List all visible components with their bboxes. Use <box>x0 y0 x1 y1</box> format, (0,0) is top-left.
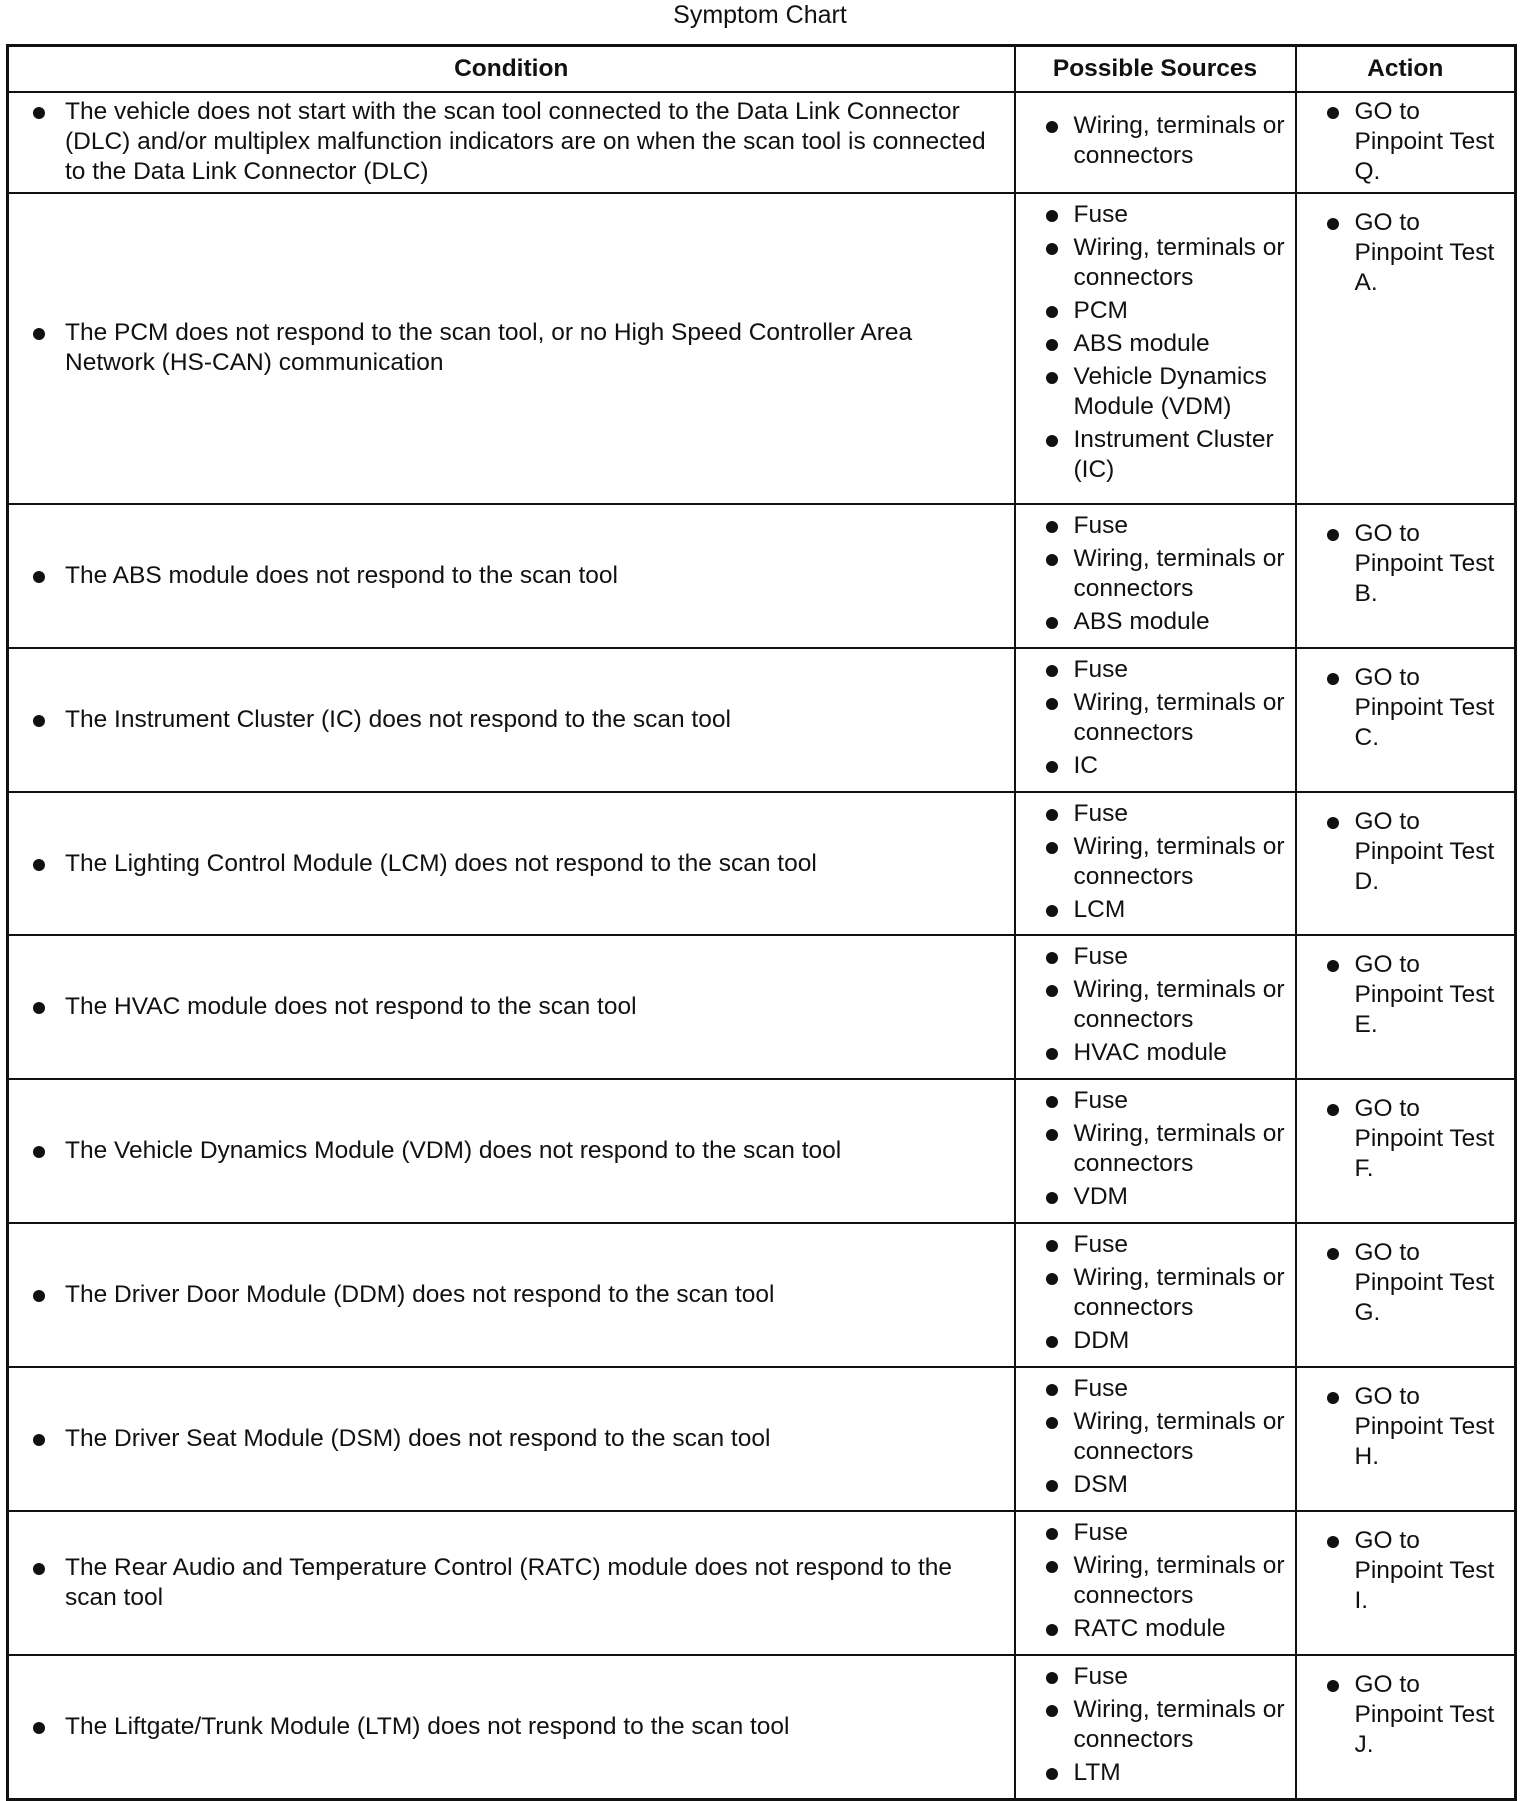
possible-sources-cell <box>1015 1511 1296 1655</box>
condition-list <box>9 318 994 378</box>
condition-cell <box>8 504 1015 648</box>
possible-source-item: Wiring, terminals or connectors <box>1016 1263 1295 1323</box>
possible-sources-list <box>1016 655 1295 781</box>
action-list <box>1297 519 1515 609</box>
possible-source-item: ABS module <box>1016 607 1295 637</box>
possible-source-item: Fuse <box>1016 1230 1295 1260</box>
action-list <box>1297 1238 1515 1328</box>
action-text: GO to Pinpoint Test A. <box>1297 208 1515 298</box>
action-cell <box>1296 193 1516 504</box>
possible-sources-list <box>1016 111 1295 171</box>
possible-source-item: PCM <box>1016 296 1295 326</box>
condition-list <box>9 705 994 735</box>
action-cell <box>1296 935 1516 1079</box>
action-list <box>1297 1526 1515 1616</box>
condition-list <box>9 1712 994 1742</box>
possible-source-item: ABS module <box>1016 329 1295 359</box>
action-text: GO to Pinpoint Test H. <box>1297 1382 1515 1472</box>
condition-list <box>9 1280 994 1310</box>
possible-source-item: Wiring, terminals or connectors <box>1016 1551 1295 1611</box>
action-list <box>1297 807 1515 897</box>
possible-source-item: Wiring, terminals or connectors <box>1016 1119 1295 1179</box>
condition-cell <box>8 1367 1015 1511</box>
table-row <box>8 92 1516 193</box>
condition-cell <box>8 648 1015 792</box>
table-row <box>8 792 1516 936</box>
possible-sources-cell <box>1015 1223 1296 1367</box>
condition-text: The vehicle does not start with the scan tool connected to the Data Link Connector (DLC) and/or multiplex malfunction indicators are on when the scan tool is connected to the Data Link Connector (DLC) <box>9 97 994 187</box>
condition-cell <box>8 1079 1015 1223</box>
action-list <box>1297 1670 1515 1760</box>
possible-source-item: LTM <box>1016 1758 1295 1788</box>
possible-source-item: Fuse <box>1016 200 1295 230</box>
condition-text: The Vehicle Dynamics Module (VDM) does not respond to the scan tool <box>9 1136 994 1166</box>
possible-sources-cell <box>1015 648 1296 792</box>
condition-list <box>9 849 994 879</box>
possible-source-item: Fuse <box>1016 1374 1295 1404</box>
condition-list <box>9 1553 994 1613</box>
condition-cell <box>8 193 1015 504</box>
possible-sources-cell <box>1015 504 1296 648</box>
possible-source-item: Instrument Cluster (IC) <box>1016 425 1295 485</box>
condition-text: The HVAC module does not respond to the scan tool <box>9 992 994 1022</box>
table-row <box>8 1079 1516 1223</box>
action-text: GO to Pinpoint Test C. <box>1297 663 1515 753</box>
possible-source-item: Fuse <box>1016 511 1295 541</box>
possible-sources-list <box>1016 799 1295 925</box>
possible-sources-cell <box>1015 92 1296 193</box>
condition-text: The Driver Seat Module (DSM) does not respond to the scan tool <box>9 1424 994 1454</box>
action-text: GO to Pinpoint Test Q. <box>1297 97 1515 187</box>
condition-text: The Driver Door Module (DDM) does not respond to the scan tool <box>9 1280 994 1310</box>
condition-cell <box>8 1511 1015 1655</box>
possible-source-item: Wiring, terminals or connectors <box>1016 233 1295 293</box>
possible-sources-cell <box>1015 193 1296 504</box>
possible-sources-list <box>1016 200 1295 485</box>
condition-list <box>9 561 994 591</box>
possible-source-item: Fuse <box>1016 655 1295 685</box>
action-cell <box>1296 1655 1516 1800</box>
condition-cell <box>8 92 1015 193</box>
page-title: Symptom Chart <box>673 1 847 29</box>
possible-sources-list <box>1016 511 1295 637</box>
action-list <box>1297 950 1515 1040</box>
condition-text: The ABS module does not respond to the scan tool <box>9 561 994 591</box>
possible-source-item: Fuse <box>1016 1086 1295 1116</box>
action-text: GO to Pinpoint Test G. <box>1297 1238 1515 1328</box>
action-cell <box>1296 92 1516 193</box>
condition-text: The Liftgate/Trunk Module (LTM) does not respond to the scan tool <box>9 1712 994 1742</box>
table-row <box>8 1367 1516 1511</box>
possible-source-item: Fuse <box>1016 1518 1295 1548</box>
action-text: GO to Pinpoint Test B. <box>1297 519 1515 609</box>
action-cell <box>1296 648 1516 792</box>
possible-sources-cell <box>1015 1367 1296 1511</box>
table-row <box>8 193 1516 504</box>
possible-source-item: DDM <box>1016 1326 1295 1356</box>
condition-list <box>9 1424 994 1454</box>
condition-text: The Instrument Cluster (IC) does not respond to the scan tool <box>9 705 994 735</box>
possible-source-item: Wiring, terminals or connectors <box>1016 111 1295 171</box>
action-list <box>1297 1382 1515 1472</box>
possible-sources-list <box>1016 1230 1295 1356</box>
condition-list <box>9 97 994 187</box>
action-list <box>1297 1094 1515 1184</box>
possible-sources-list <box>1016 1374 1295 1500</box>
table-row <box>8 935 1516 1079</box>
possible-source-item: Wiring, terminals or connectors <box>1016 688 1295 748</box>
possible-source-item: LCM <box>1016 895 1295 925</box>
possible-source-item: Wiring, terminals or connectors <box>1016 975 1295 1035</box>
possible-sources-list <box>1016 942 1295 1068</box>
action-cell <box>1296 1511 1516 1655</box>
action-cell <box>1296 1223 1516 1367</box>
possible-source-item: Wiring, terminals or connectors <box>1016 832 1295 892</box>
possible-source-item: IC <box>1016 751 1295 781</box>
table-body <box>8 92 1516 1800</box>
condition-list <box>9 1136 994 1166</box>
action-text: GO to Pinpoint Test J. <box>1297 1670 1515 1760</box>
possible-sources-cell <box>1015 1079 1296 1223</box>
possible-source-item: Wiring, terminals or connectors <box>1016 1407 1295 1467</box>
condition-list <box>9 992 994 1022</box>
condition-cell <box>8 1223 1015 1367</box>
possible-sources-cell <box>1015 1655 1296 1800</box>
action-text: GO to Pinpoint Test F. <box>1297 1094 1515 1184</box>
possible-source-item: Wiring, terminals or connectors <box>1016 544 1295 604</box>
header-possible-sources: Possible Sources <box>1015 46 1296 93</box>
header-condition: Condition <box>8 46 1015 93</box>
action-list <box>1297 663 1515 753</box>
table-row <box>8 648 1516 792</box>
header-action: Action <box>1296 46 1516 93</box>
possible-sources-cell <box>1015 792 1296 936</box>
possible-source-item: Fuse <box>1016 942 1295 972</box>
table-row <box>8 504 1516 648</box>
possible-source-item: Fuse <box>1016 799 1295 829</box>
possible-source-item: Wiring, terminals or connectors <box>1016 1695 1295 1755</box>
action-text: GO to Pinpoint Test I. <box>1297 1526 1515 1616</box>
action-text: GO to Pinpoint Test D. <box>1297 807 1515 897</box>
table-row <box>8 1223 1516 1367</box>
possible-source-item: HVAC module <box>1016 1038 1295 1068</box>
action-cell <box>1296 504 1516 648</box>
table-row <box>8 1511 1516 1655</box>
condition-text: The PCM does not respond to the scan tool, or no High Speed Controller Area Network (HS-CAN) communication <box>9 318 994 378</box>
symptom-chart-table <box>6 44 1517 1801</box>
action-cell <box>1296 1367 1516 1511</box>
table-row <box>8 1655 1516 1800</box>
condition-cell <box>8 792 1015 936</box>
possible-sources-list <box>1016 1086 1295 1212</box>
possible-source-item: DSM <box>1016 1470 1295 1500</box>
possible-source-item: Fuse <box>1016 1662 1295 1692</box>
condition-text: The Rear Audio and Temperature Control (RATC) module does not respond to the scan tool <box>9 1553 994 1613</box>
possible-source-item: VDM <box>1016 1182 1295 1212</box>
possible-source-item: RATC module <box>1016 1614 1295 1644</box>
possible-sources-cell <box>1015 935 1296 1079</box>
condition-text: The Lighting Control Module (LCM) does not respond to the scan tool <box>9 849 994 879</box>
possible-sources-list <box>1016 1662 1295 1788</box>
action-cell <box>1296 1079 1516 1223</box>
possible-source-item: Vehicle Dynamics Module (VDM) <box>1016 362 1295 422</box>
action-list <box>1297 208 1515 298</box>
action-cell <box>1296 792 1516 936</box>
possible-sources-list <box>1016 1518 1295 1644</box>
action-list <box>1297 97 1515 187</box>
condition-cell <box>8 1655 1015 1800</box>
condition-cell <box>8 935 1015 1079</box>
action-text: GO to Pinpoint Test E. <box>1297 950 1515 1040</box>
header-row <box>8 46 1516 93</box>
